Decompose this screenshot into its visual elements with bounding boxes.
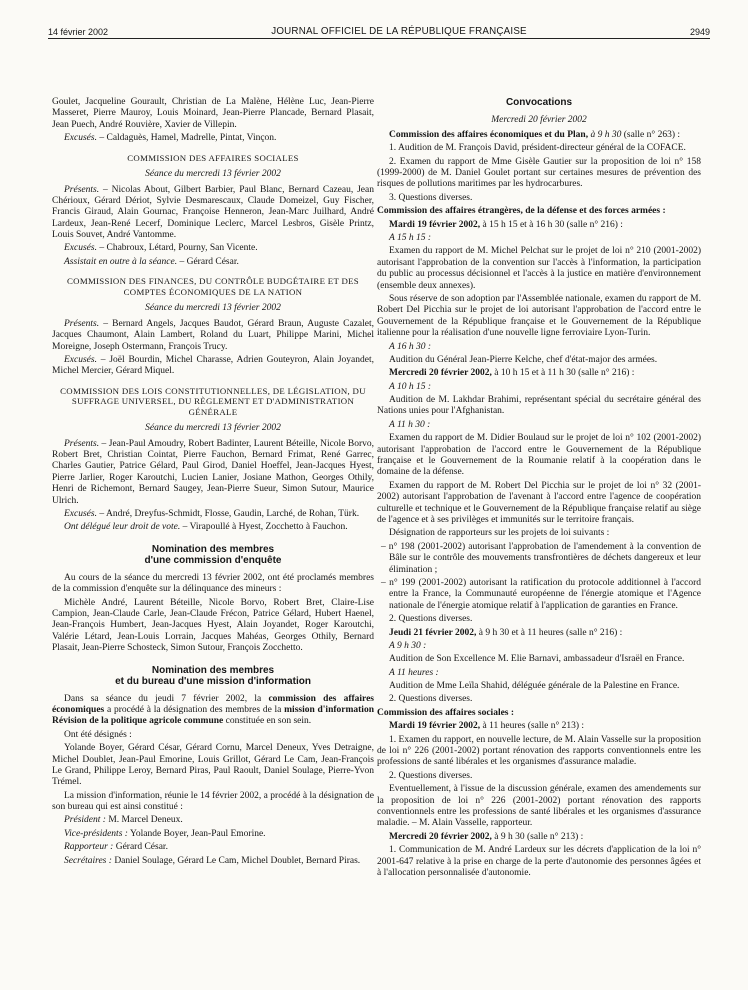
agenda-item: 1. Communication de M. André Lardeux sur les décrets d'application de la loi n° 2001-647 relative à la prise en charge de la perte d'autonomie des personnes âgées et à l'allocation personnalisée d'autonomie. (377, 845, 701, 878)
meeting-date: Mardi 19 février 2002, à 11 heures (salle n° 213) : (389, 721, 585, 732)
bureau-secretaries: Secrétaires : Daniel Soulage, Gérard Le Cam, Michel Doublet, Bernard Piras. (64, 855, 361, 866)
present-paragraph: Présents. – Nicolas About, Gilbert Barbier, Paul Blanc, Bernard Cazeau, Jean Chérioux, Gérard Dériot, Sylvie Desmarescaux, Claude Domeizel, Guy Fischer, Francis Giraud, Alain Gournac, Françoise Henneron, Jean-Marc Juilhard, André Lardeux, Jean-René Lecerf, Dominique Leclerc, Marcel Lesbros, Gisèle Printz, Louis Souvet, André Vantomme. (52, 184, 374, 241)
bill-list-item: – n° 199 (2001-2002) autorisant la ratification du protocole additionnel à l'accord entre la France, la Communauté européenne de l'énergie atomique et l'Agence nationale de l'énergie atomique relatif à l'application de garanties en France. (381, 577, 701, 611)
attended-paragraph: Assistait en outre à la séance. – Gérard César. (64, 256, 239, 267)
agenda-item: Eventuellement, à l'issue de la discussion générale, examen des amendements sur la proposition de loi n° 226 (2001-2002) portant rénovation des rapports conventionnels entre les professions de santé libérales et les organismes d'assurance maladie. – M. Alain Vasselle, rapporteur. (377, 784, 701, 829)
present-paragraph: Présents. – Bernard Angels, Jacques Baudot, Gérard Braun, Auguste Cazalet, Jacques Chaumont, Alain Lambert, Roland du Luart, Philippe Marini, Michel Moreigne, Joseph Ostermann, François Trucy. (52, 318, 374, 352)
delegated-vote-paragraph: Ont délégué leur droit de vote. – Virapoullé à Hyest, Zocchetto à Fauchon. (64, 522, 348, 533)
excused-paragraph: Excusés. – Caldaguès, Hamel, Madrelle, Pintat, Vinçon. (64, 133, 277, 144)
mission-members: Yolande Boyer, Gérard César, Gérard Cornu, Marcel Deneux, Yves Detraigne, Michel Doublet, Jean-Paul Emorine, Louis Grillot, Gérard Le Cam, Jean-François Le Grand, Philippe Leroy, Bernard Piras, Paul Raoult, Daniel Soulage, Pierre-Yvon Trémel. (52, 743, 374, 788)
members-continued: Goulet, Jacqueline Gourault, Christian de La Malène, Hélène Luc, Jean-Pierre Masseret, Pierre Mauroy, Louis Moinard, Jean-Pierre Plancade, Bernard Plasait, Jean Puech, André Rouvière, Xavier de Villepin. (52, 97, 374, 130)
time-slot: A 11 h 30 : (389, 419, 431, 430)
time-slot: A 15 h 15 : (389, 233, 432, 244)
meeting-date: Mardi 19 février 2002, à 15 h 15 et à 16 h 30 (salle n° 216) : (389, 219, 623, 230)
time-slot: A 11 heures : (389, 667, 439, 678)
present-paragraph: Présents. – Jean-Paul Amoudry, Robert Badinter, Laurent Béteille, Nicole Borvo, Robert Bret, Christian Cointat, Pierre Fauchon, Bernard Frimat, René Garrec, Charles Gautier, Patrice Gélard, Paul Girod, Daniel Hoeffel, Jean-Jacques Hyest, Pierre Jarlier, Roger Karoutchi, Lucien Lanier, Josiane Mathon, Georges Othily, Henri de Richemont, Bernard Saugey, Jean-Pierre Sueur, Simon Sutour, Maurice Ulrich. (52, 438, 374, 506)
right-column (377, 97, 701, 881)
mission-intro: Dans sa séance du jeudi 7 février 2002, la commission des affaires économiques a procédé à la désignation des membres de la mission d'information Révision de la politique agricole commune constituée en son sein. (52, 693, 374, 727)
agenda-item: Audition de M. Lakhdar Brahimi, représentant spécial du secrétaire général des Nations unies pour l'Afghanistan. (377, 395, 701, 417)
header-title: JOURNAL OFFICIEL DE LA RÉPUBLIQUE FRANÇAISE (271, 26, 527, 38)
designated-label: Ont été désignés : (64, 729, 132, 740)
header-page-number: 2949 (689, 27, 710, 38)
enquiry-members: Michèle André, Laurent Béteille, Nicole Borvo, Robert Bret, Claire-Lise Campion, Jean-Claude Carle, Jean-Claude Frécon, Patrice Gélard, Hubert Haenel, Jean-François Humbert, Jean-Jacques Hyest, Alain Joyandet, Roger Karoutchi, Valérie Létard, Jean-Louis Lorrain, Jacques Mahéas, Georges Othily, Bernard Plasait, Jean-Pierre Schosteck, Simon Sutour, François Zocchetto. (52, 597, 374, 654)
left-column (52, 97, 374, 869)
time-slot: A 16 h 30 : (389, 341, 432, 352)
excused-paragraph: Excusés. – Chabroux, Létard, Pourny, San Vicente. (64, 243, 258, 254)
commission-social-affairs-title: COMMISSION DES AFFAIRES SOCIALES (127, 152, 299, 163)
page-header (48, 22, 710, 39)
excused-paragraph: Excusés. – André, Dreyfus-Schmidt, Flosse, Gaudin, Larché, de Rohan, Türk. (64, 509, 360, 520)
excused-paragraph: Excusés. – Joël Bourdin, Michel Charasse, Adrien Gouteyron, Alain Joyandet, Michel Mercier, Gérard Miquel. (52, 354, 374, 377)
session-date: Séance du mercredi 13 février 2002 (145, 303, 281, 314)
time-slot: A 10 h 15 : (389, 381, 432, 392)
bill-list-item: – n° 198 (2001-2002) autorisant l'approbation de l'amendement à la convention de Bâle sur le contrôle des mouvements transfrontières de déchets dangereux et leur élimination ; (381, 541, 701, 575)
time-slot: A 9 h 30 : (389, 640, 427, 651)
agenda-item: Sous réserve de son adoption par l'Assemblée nationale, examen du rapport de M. Robert Del Picchia sur le projet de loi autorisant l'approbation de l'accord entre le Gouvernement de la République française et le Gouvernement de la République italienne pour la réalisation d'une nouvelle ligne ferroviaire Lyon-Turin. (377, 293, 701, 339)
bureau-rapporteur: Rapporteur : Gérard César. (64, 842, 168, 853)
agenda-item: 2. Questions diverses. (389, 770, 473, 781)
commission-foreign-affairs-heading: Commission des affaires étrangères, de la défense et des forces armées : (377, 206, 666, 217)
section-heading-enquiry: Nomination des membres d'une commission d'enquête (144, 543, 282, 567)
agenda-item: Désignation de rapporteurs sur les projets de loi suivants : (389, 528, 610, 539)
enquiry-intro: Au cours de la séance du mercredi 13 février 2002, ont été proclamés membres de la commission d'enquête sur la délinquance des mineurs : (52, 572, 374, 595)
commission-laws-title: COMMISSION DES LOIS CONSTITUTIONNELLES, DE LÉGISLATION, DU SUFFRAGE UNIVERSEL, DU RÈGLEMENT ET D'ADMINISTRATION GÉNÉRALE (60, 385, 366, 417)
commission-finances-title: COMMISSION DES FINANCES, DU CONTRÔLE BUDGÉTAIRE ET DES COMPTES ÉCONOMIQUES DE LA NATION (67, 276, 359, 297)
agenda-item: Audition du Général Jean-Pierre Kelche, chef d'état-major des armées. (389, 354, 658, 365)
agenda-item: 3. Questions diverses. (389, 192, 473, 203)
agenda-item: Audition de Son Excellence M. Elie Barnavi, ambassadeur d'Israël en France. (389, 654, 685, 665)
meeting-date: Jeudi 21 février 2002, à 9 h 30 et à 11 heures (salle n° 216) : (389, 627, 623, 638)
session-date: Séance du mercredi 13 février 2002 (145, 423, 281, 434)
convocations-date: Mercredi 20 février 2002 (491, 114, 587, 125)
agenda-item: 1. Examen du rapport, en nouvelle lecture, de M. Alain Vasselle sur la proposition de loi n° 226 (2001-2002) portant rénovation des rapports conventionnels entre les professions de santé libérales et les organismes d'assurance maladie. (377, 734, 701, 768)
bureau-intro: La mission d'information, réunie le 14 février 2002, a procédé à la désignation de son bureau qui est ainsi constitué : (52, 790, 374, 813)
header-date: 14 février 2002 (48, 27, 109, 38)
session-date: Séance du mercredi 13 février 2002 (145, 169, 281, 180)
meeting-date: Mercredi 20 février 2002, à 10 h 15 et à 11 h 30 (salle n° 216) : (389, 368, 635, 379)
agenda-item: Audition de Mme Leïla Shahid, déléguée générale de la Palestine en France. (389, 681, 680, 692)
agenda-item: Examen du rapport de M. Robert Del Picchia sur le projet de loi n° 32 (2001-2002) autorisant l'approbation de l'avenant à l'accord entre l'agence de coopération culturelle et technique et le Gouvernement de la République française relatif au siège de l'agence et à ses privilèges et immunités sur le territoire français. (377, 480, 701, 525)
bureau-president: Président : M. Marcel Deneux. (64, 815, 183, 826)
agenda-item: 1. Audition de M. François David, président-directeur général de la COFACE. (389, 143, 686, 154)
agenda-item: Examen du rapport de M. Didier Boulaud sur le projet de loi n° 102 (2001-2002) autorisant l'approbation de l'accord entre le Gouvernement de la République française et le Gouvernement de la Roumanie relatif à la coopération dans le domaine de la défense. (377, 433, 701, 478)
bureau-vice-presidents: Vice-présidents : Yolande Boyer, Jean-Paul Emorine. (64, 828, 266, 839)
agenda-item: 2. Questions diverses. (389, 694, 473, 705)
agenda-item: 2. Questions diverses. (389, 614, 473, 625)
agenda-item: 2. Examen du rapport de Mme Gisèle Gautier sur la proposition de loi n° 158 (1999-2000) de M. Daniel Goulet portant sur certaines mesures de prévention des risques de pollutions maritimes par les hydrocarbures. (377, 156, 701, 190)
convocations-title: Convocations (505, 97, 573, 108)
commission-economic-heading: Commission des affaires économiques et du Plan, à 9 h 30 (salle n° 263) : (389, 129, 681, 140)
agenda-item: Examen du rapport de M. Michel Pelchat sur le projet de loi n° 210 (2001-2002) autorisant l'approbation de la convention sur l'accès à l'information, la participation du public au processus décisionnel et l'accès à la justice en matière d'environnement (ensemble deux annexes). (377, 246, 701, 291)
meeting-date: Mercredi 20 février 2002, à 9 h 30 (salle n° 213) : (389, 831, 584, 842)
commission-social-affairs-heading: Commission des affaires sociales : (377, 707, 515, 718)
section-heading-mission: Nomination des membres et du bureau d'une mission d'information (115, 664, 311, 688)
